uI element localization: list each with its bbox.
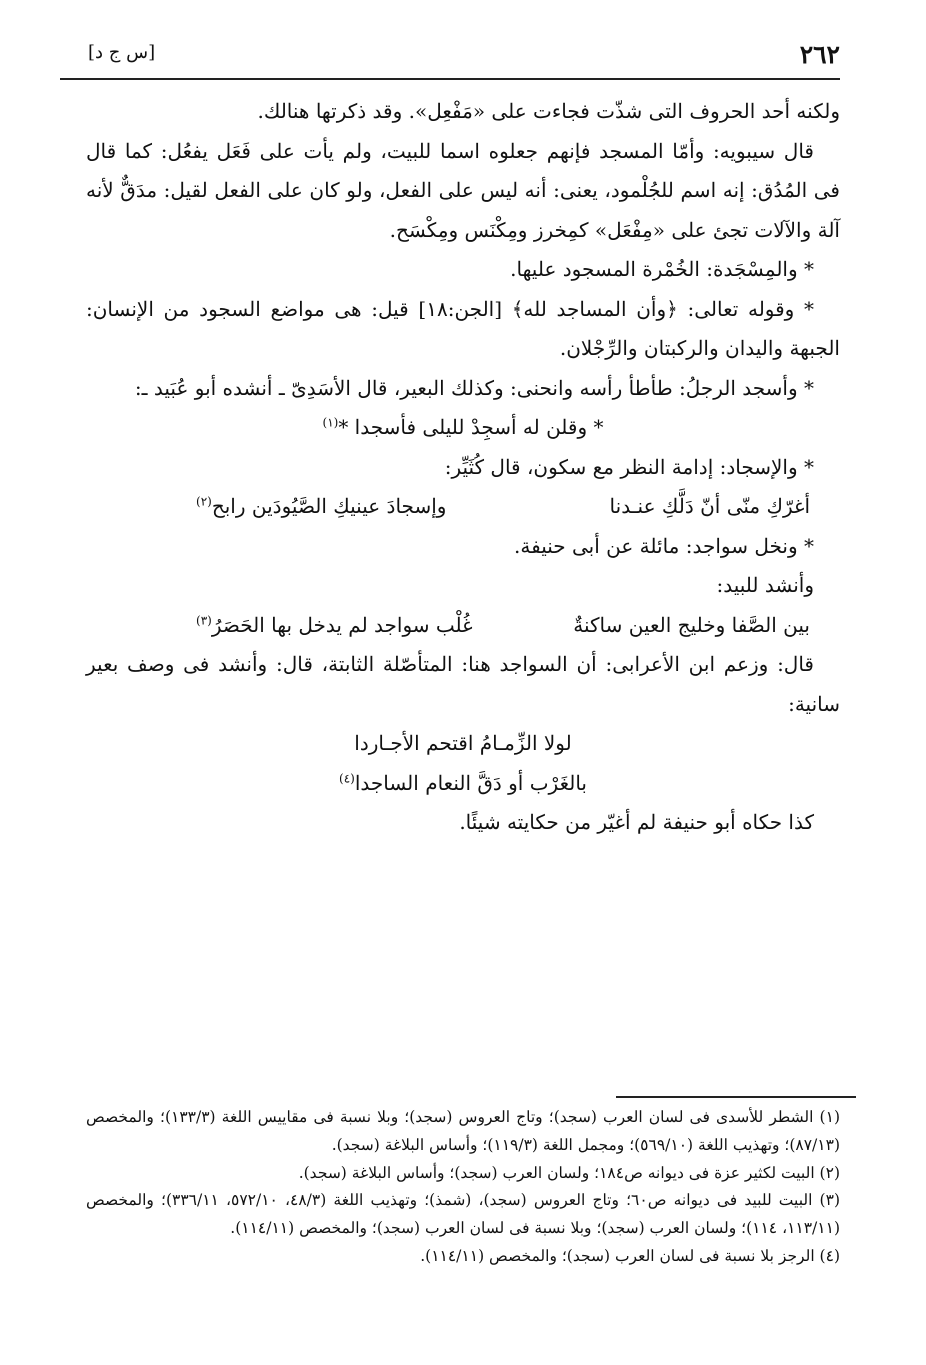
paragraph: * والمِسْجَدة: الخُمْرة المسجود عليها. bbox=[510, 257, 814, 281]
verse-hemistich-first: بين الصَّفا وخليج العين ساكنةٌ bbox=[573, 612, 810, 637]
verse-text: وإسجادَ عينيكِ الصَّيُودَين رابح bbox=[211, 494, 447, 518]
footnote: (٤) الرجز بلا نسبة فى لسان العرب (سجد)؛ والمخصص (١١٤/١١). bbox=[420, 1246, 840, 1265]
verse-text: لولا الزِّمـامُ اقتحم الأجـاردا bbox=[354, 731, 572, 755]
verse-hemistich-first: أغرّكِ منّى أنّ دَلَّكِ عنـدنا bbox=[609, 494, 810, 518]
paragraph: قال سيبويه: وأمّا المسجد فإنهم جعلوه اسما للبيت، ولم يأت على فَعَل يفعُل: كما قال فى المُدُق: إنه اسم للجُلْمود، يعنى: أنه ليس على الفعل، ولو كان على الفعل لقيل: مدَقٌّ لأنه آلة والآلات تجئ على «مِفْعَل» كمِخرز ومِكْنَس ومِكْسَح. bbox=[86, 138, 840, 242]
verse-line bbox=[86, 724, 840, 764]
paragraph: * والإسجاد: إدامة النظر مع سكون، قال كُثَيِّر: bbox=[444, 454, 814, 479]
page-number: ٢٦٢ bbox=[799, 40, 840, 69]
footnote-ref: (١) bbox=[322, 415, 339, 430]
verse-text: * وقلن له أسجِدْ لليلى فأسجدا * bbox=[338, 415, 604, 439]
footnote: (٢) البيت لكثير عزة فى ديوانه ص١٨٤؛ ولسان العرب (سجد)؛ وأساس البلاغة (سجد). bbox=[298, 1163, 840, 1182]
verse-text: بالغَرْب أو دَقَّ النعام الساجدا bbox=[354, 770, 587, 795]
paragraph: * وقوله تعالى: ﴿وأن المساجد لله﴾ [الجن:١٨] قيل: هى مواضع السجود من الإنسان: الجبهة واليدان والركبتان والرِّجْلان. bbox=[86, 296, 840, 360]
footnote-ref: (٣) bbox=[196, 612, 212, 627]
main-text bbox=[86, 92, 840, 843]
paragraph: * وأسجد الرجلُ: طأطأ رأسه وانحنى: وكذلك البعير، قال الأسَدِىّ ـ أنشده أبو عُبَيد ـ: bbox=[134, 375, 814, 400]
section-marker: [س ج د] bbox=[88, 42, 156, 63]
verse-line bbox=[86, 764, 840, 804]
verse-text: غُلْب سواجد لم يدخل بها الحَصَرُ bbox=[211, 612, 473, 637]
verse-line bbox=[86, 408, 840, 448]
verse-hemistich-second bbox=[196, 487, 446, 527]
footnote-ref: (٢) bbox=[196, 494, 212, 509]
paragraph: كذا حكاه أبو حنيفة لم أغيّر من حكايته شيئًا. bbox=[459, 810, 814, 834]
footnote-ref: (٤) bbox=[339, 770, 355, 785]
header-rule bbox=[60, 78, 840, 80]
paragraph: * ونخل سواجد: مائلة عن أبى حنيفة. bbox=[514, 533, 814, 558]
verse-couplet bbox=[86, 606, 840, 646]
footnote: (١) الشطر للأسدى فى لسان العرب (سجد)؛ وتاج العروس (سجد)؛ وبلا نسبة فى مقاييس اللغة (١٣٣/٣)؛ والمخصص (٨٧/١٣)؛ وتهذيب اللغة (٥٦٩/١٠)؛ ومجمل اللغة (١١٩/٣)؛ وأساس البلاغة (سجد). bbox=[86, 1108, 840, 1154]
paragraph: وأنشد للبيد: bbox=[716, 573, 814, 597]
verse-hemistich-second bbox=[196, 606, 473, 646]
footnote-rule bbox=[616, 1096, 856, 1098]
footnotes bbox=[86, 1104, 840, 1271]
paragraph: ولكنه أحد الحروف التى شذّت فجاءت على «مَفْعِل». وقد ذكرتها هنالك. bbox=[257, 99, 840, 123]
verse-couplet bbox=[86, 487, 840, 527]
footnote: (٣) البيت للبيد فى ديوانه ص٦٠؛ وتاج العروس (سجد)، (شمذ)؛ وتهذيب اللغة (٤٨/٣، ٥٧٢/١٠، ٣٣٦/١١)؛ والمخصص (١١٣/١١، ١١٤)؛ ولسان العرب (سجد)؛ وبلا نسبة فى لسان العرب (سجد)؛ والمخصص (١١٤/١١). bbox=[86, 1191, 840, 1238]
page-header bbox=[60, 40, 840, 76]
paragraph: قال: وزعم ابن الأعرابى: أن السواجد هنا: المتأصّلة الثابتة، قال: وأنشد فى وصف بعير سانية: bbox=[86, 652, 840, 716]
